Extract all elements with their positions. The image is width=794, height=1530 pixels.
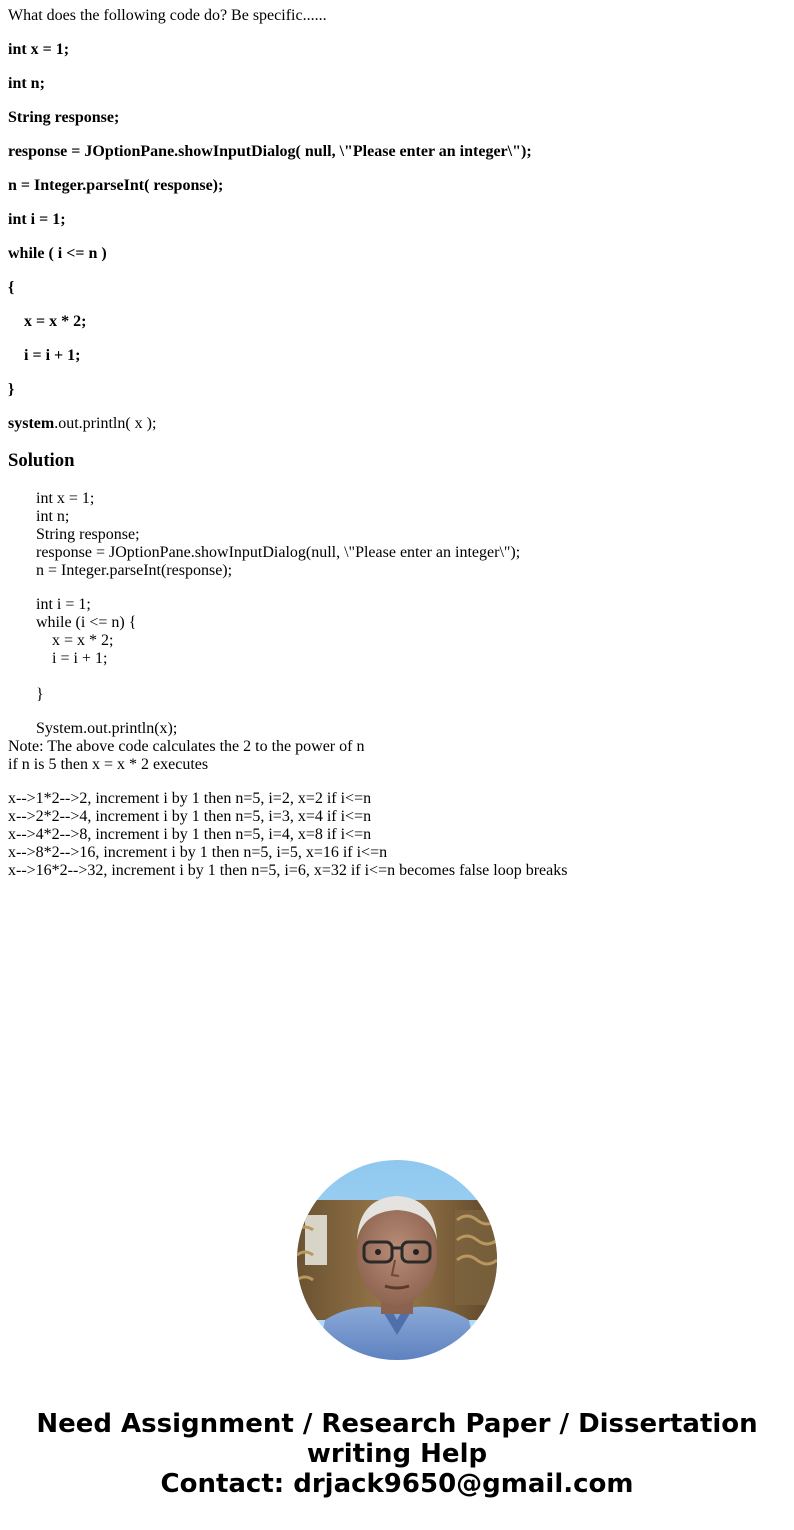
blank-line: [36, 580, 786, 596]
trace-line: x-->4*2-->8, increment i by 1 then n=5, i=4, x=8 if i<=n: [8, 826, 372, 843]
question-code-line: int i = 1;: [8, 211, 66, 228]
solution-code: [36, 490, 786, 738]
trace-line: x-->8*2-->16, increment i by 1 then n=5, i=5, x=16 if i<=n: [8, 844, 388, 861]
solution-code-line: x = x * 2;: [36, 632, 114, 649]
question-code-line: while ( i <= n ): [8, 245, 107, 262]
question-code-line: }: [8, 381, 15, 398]
author-avatar: [297, 1160, 497, 1360]
solution-code-line: }: [36, 686, 44, 703]
question-code-line: int n;: [8, 75, 45, 92]
note-line: Note: The above code calculates the 2 to the power of n: [8, 738, 365, 755]
solution-code-line: response = JOptionPane.showInputDialog(null, \"Please enter an integer\");: [36, 544, 521, 561]
question-code-line: n = Integer.parseInt( response);: [8, 177, 224, 194]
trace-line: x-->16*2-->32, increment i by 1 then n=5, i=6, x=32 if i<=n becomes false loop breaks: [8, 862, 568, 879]
promo-banner: [0, 1409, 794, 1499]
note-line: if n is 5 then x = x * 2 executes: [8, 756, 209, 773]
solution-code-line: int n;: [36, 508, 70, 525]
solution-code-line: n = Integer.parseInt(response);: [36, 562, 233, 579]
question-code-line: response = JOptionPane.showInputDialog( null, \"Please enter an integer\");: [8, 143, 532, 160]
trace-line: x-->2*2-->4, increment i by 1 then n=5, i=3, x=4 if i<=n: [8, 808, 372, 825]
promo-line: writing Help: [306, 1439, 488, 1469]
system-keyword: system: [8, 415, 55, 432]
question-code-line: x = x * 2;: [24, 313, 87, 330]
question-code-last-line: [8, 415, 786, 433]
solution-code-line: int i = 1;: [36, 596, 91, 613]
question-code: [8, 41, 786, 433]
question-code-line: {: [8, 279, 15, 296]
promo-line: Need Assignment / Research Paper / Dissertation: [36, 1409, 758, 1439]
solution-code-line: String response;: [36, 526, 140, 543]
question-code-line: i = i + 1;: [24, 347, 81, 364]
solution-heading: Solution: [8, 450, 75, 471]
trace-line: x-->1*2-->2, increment i by 1 then n=5, i=2, x=2 if i<=n: [8, 790, 372, 807]
solution-code-line: System.out.println(x);: [36, 720, 178, 737]
promo-contact: Contact: drjack9650@gmail.com: [160, 1469, 634, 1499]
blank-line: [36, 704, 786, 720]
page-content: [0, 7, 794, 880]
solution-code-line: int x = 1;: [36, 490, 95, 507]
question-code-line: String response;: [8, 109, 120, 126]
question-intro: What does the following code do? Be specific......: [8, 7, 327, 24]
blank-line: [36, 668, 786, 686]
question-code-line: int x = 1;: [8, 41, 70, 58]
solution-code-line: while (i <= n) {: [36, 614, 137, 631]
execution-trace: [8, 790, 786, 880]
solution-note: [8, 738, 786, 774]
author-portrait-image: [297, 1160, 497, 1360]
solution-code-line: i = i + 1;: [36, 650, 108, 667]
println-call: .out.println( x );: [54, 415, 157, 432]
